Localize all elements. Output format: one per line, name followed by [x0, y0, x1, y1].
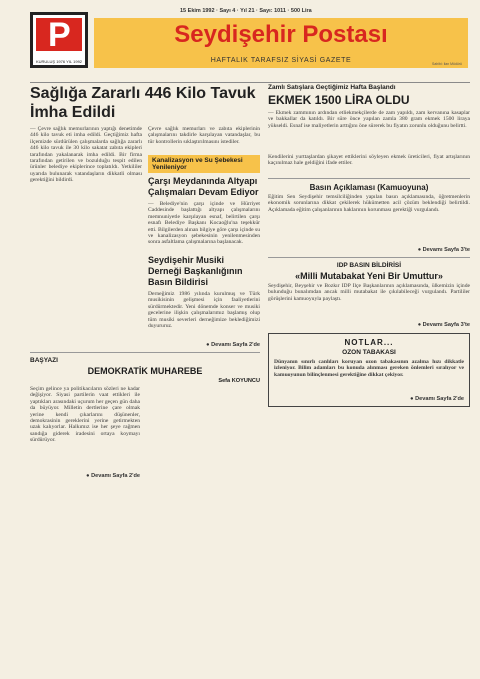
notes-continued: ● Devamı Sayfa 2'de — [410, 396, 464, 402]
press-statement-continued: ● Devamı Sayfa 3'te — [417, 247, 470, 253]
newspaper-tagline: HAFTALIK TARAFSIZ SİYASİ GAZETE — [210, 57, 352, 64]
market-text: — Belediye'nin çarşı içinde ve Hürriyet Caddesinde başlattığı altyapı çalışmalarını memnuniyetle karşılayan esnaf, belirtilen çarşı esnafı Belediye Başkanı Kocaoğlu'na teşekkür etti. Bilgilerden alınan bilgiye göre çarşı içinde su ve kanalizasyon şebekesinin yenilenmesinden sonra asfaltlama çalışmalarına başlanacak. — [148, 201, 260, 246]
masthead — [30, 8, 470, 83]
notes-subtitle: OZON TABAKASI — [342, 349, 396, 356]
lead-text-col2: Çevre sağlık memurları ve zabıta ekiplerinin çalışmalarını takdirle karşılayan vatandaşlar, bu tür kontrollerin sıklaştırılmasını istediler. — [148, 126, 260, 145]
lead-text-col1: — Çevre sağlık memurlarının yaptığı denetimde 446 kilo tavuk eti imha edildi. Geçtiğimiz hafta ilçemizde sürdürülen çalışmalarda sağlığa zararlı 446 kilo tavuk ile 30 kilo sakatat zabıta ekipleri tarafından yakalanarak imha edildi. Bir firma tarafından getirilen ve bozulduğu tespit edilen ürünler belediye ekiplerince toplatıldı. Yetkililer uyarıda bulunarak vatandaşların dikkatli olması gerektiğini bildirdi. — [30, 126, 142, 184]
masthead-note: Sahibi: ilan Müdürü — [432, 62, 462, 66]
lead-right-subcol — [148, 126, 260, 348]
logo — [30, 12, 88, 68]
bread-headline: EKMEK 1500 LİRA OLDU — [268, 93, 410, 107]
column-headline: DEMOKRATİK MUHAREBE — [87, 366, 203, 376]
idp-headline: «Milli Mutabakat Yeni Bir Umuttur» — [295, 271, 443, 281]
column-text: Seçim gelince ya politikacıların sözleri ne kadar değişiyor. Siyasi partilerin vaat ettikleri ile yaptıkları arasındaki uçurum her geçen gün daha da büyüyor. Milletin dertlerine çare olmak yerine kendi çıkarlarını düşünenler, demokrasinin gereklerini yerine getirmekten uzak kalıyorlar. Halkımız ise her şeye rağmen sandığa giderek iradesini ortaya koymayı sürdürüyor. — [30, 386, 140, 444]
bread-text-2: Kendilerini yurttaşlardan şikayet ettiklerini söyleyen ekmek üreticileri, fiyat artışlarının kaçınılmaz hale geldiğini ifade ettiler. — [268, 154, 470, 167]
idp-continued: ● Devamı Sayfa 3'te — [417, 322, 470, 328]
logo-emblem — [36, 16, 82, 54]
bread-text: — Ekmek zammının ardından etliekmekçilerde de zam yapıldı, zam kervanına kasaplar ve bakkallar da katıldı. Bir süre önce yapılan zamla 380 gram ekmek 1500 liraya yükseldi. Esnaf ise maliyetlerin arttığını öne sürerek bu fiyatın zorunlu olduğunu belirtti. — [268, 110, 470, 129]
logo-letter: P — [48, 16, 71, 54]
music-headline: Seydişehir Musiki Derneği Başkanlığının Basın Bildirisi — [148, 255, 243, 287]
notes-text: Dünyanın sınırlı canlıları koruyan ozon tabakasının azalma hızı dikkatle izleniyor. Bilim adamları bu konuda alınması gereken önlemleri sıralıyor ve kamuoyunun bilinçlenmesi gerektiğine dikkat çekiyor. — [274, 359, 464, 378]
divider — [268, 178, 470, 179]
newspaper-title: Seydişehir Postası — [174, 21, 388, 48]
column-author: Sefa KOYUNCU — [218, 378, 260, 384]
bread-kicker: Zamlı Satışlara Geçtiğimiz Hafta Başlandı — [268, 84, 396, 91]
infra-box-headline: Kanalizasyon ve Su Şebekesi Yenileniyor — [148, 155, 260, 173]
music-text: Derneğimiz 1986 yılında kurulmuş ve Türk musikisinin gelişmesi için faaliyetlerini sürdürmektedir. Yeni dönemde konser ve musiki gecelerine ilişkin çalışmalarımız başlamış olup tüm musiki severleri derneğimize beklediğimizi duyururuz. — [148, 291, 260, 330]
music-continued: ● Devamı Sayfa 2'de — [206, 342, 260, 348]
right-column — [268, 84, 470, 407]
title-banner — [94, 18, 468, 68]
market-headline: Çarşı Meydanında Altyapı Çalışmaları Devam Ediyor — [148, 176, 259, 197]
notes-title: NOTLAR... — [344, 338, 394, 347]
notes-box — [268, 333, 470, 407]
column-label: BAŞYAZI — [30, 357, 58, 364]
left-column — [30, 84, 260, 479]
idp-text: Seydişehir, Beyşehir ve Bozkır IDP İlçe Başkanlarının açıklamasında, ülkemizin içinde bulunduğu bunalımdan ancak milli mutabakat ile çıkılabileceği vurgulandı. Partililer görüşlerini kamuoyuyla paylaştı. — [268, 283, 470, 302]
press-statement-headline: Basın Açıklaması (Kamuoyuna) — [309, 183, 429, 192]
divider — [268, 257, 470, 258]
lead-article — [30, 126, 260, 348]
press-statement-text: Eğitim Sen Seydişehir temsilciliğinden yapılan basın açıklamasında, öğretmenlerin ekonomik sorunlarına dikkat çekilerek hükümetten acil çözüm beklendiği belirtildi. Açıklamada eğitim çalışanlarının haklarının korunması gerektiği vurgulandı. — [268, 194, 470, 213]
column-continued: ● Devamı Sayfa 2'de — [86, 473, 140, 479]
divider — [30, 352, 260, 353]
date-line: 15 Ekim 1992 · Sayı 4 · Yıl 21 · Sayı: 1011 · 500 Lira — [180, 8, 312, 14]
idp-kicker: IDP BASIN BİLDİRİSİ — [336, 262, 402, 269]
lead-headline: Sağlığa Zararlı 446 Kilo Tavuk İmha Edildi — [30, 85, 256, 121]
logo-caption: KURULUŞ 1976 YIL 1992 — [35, 59, 83, 64]
